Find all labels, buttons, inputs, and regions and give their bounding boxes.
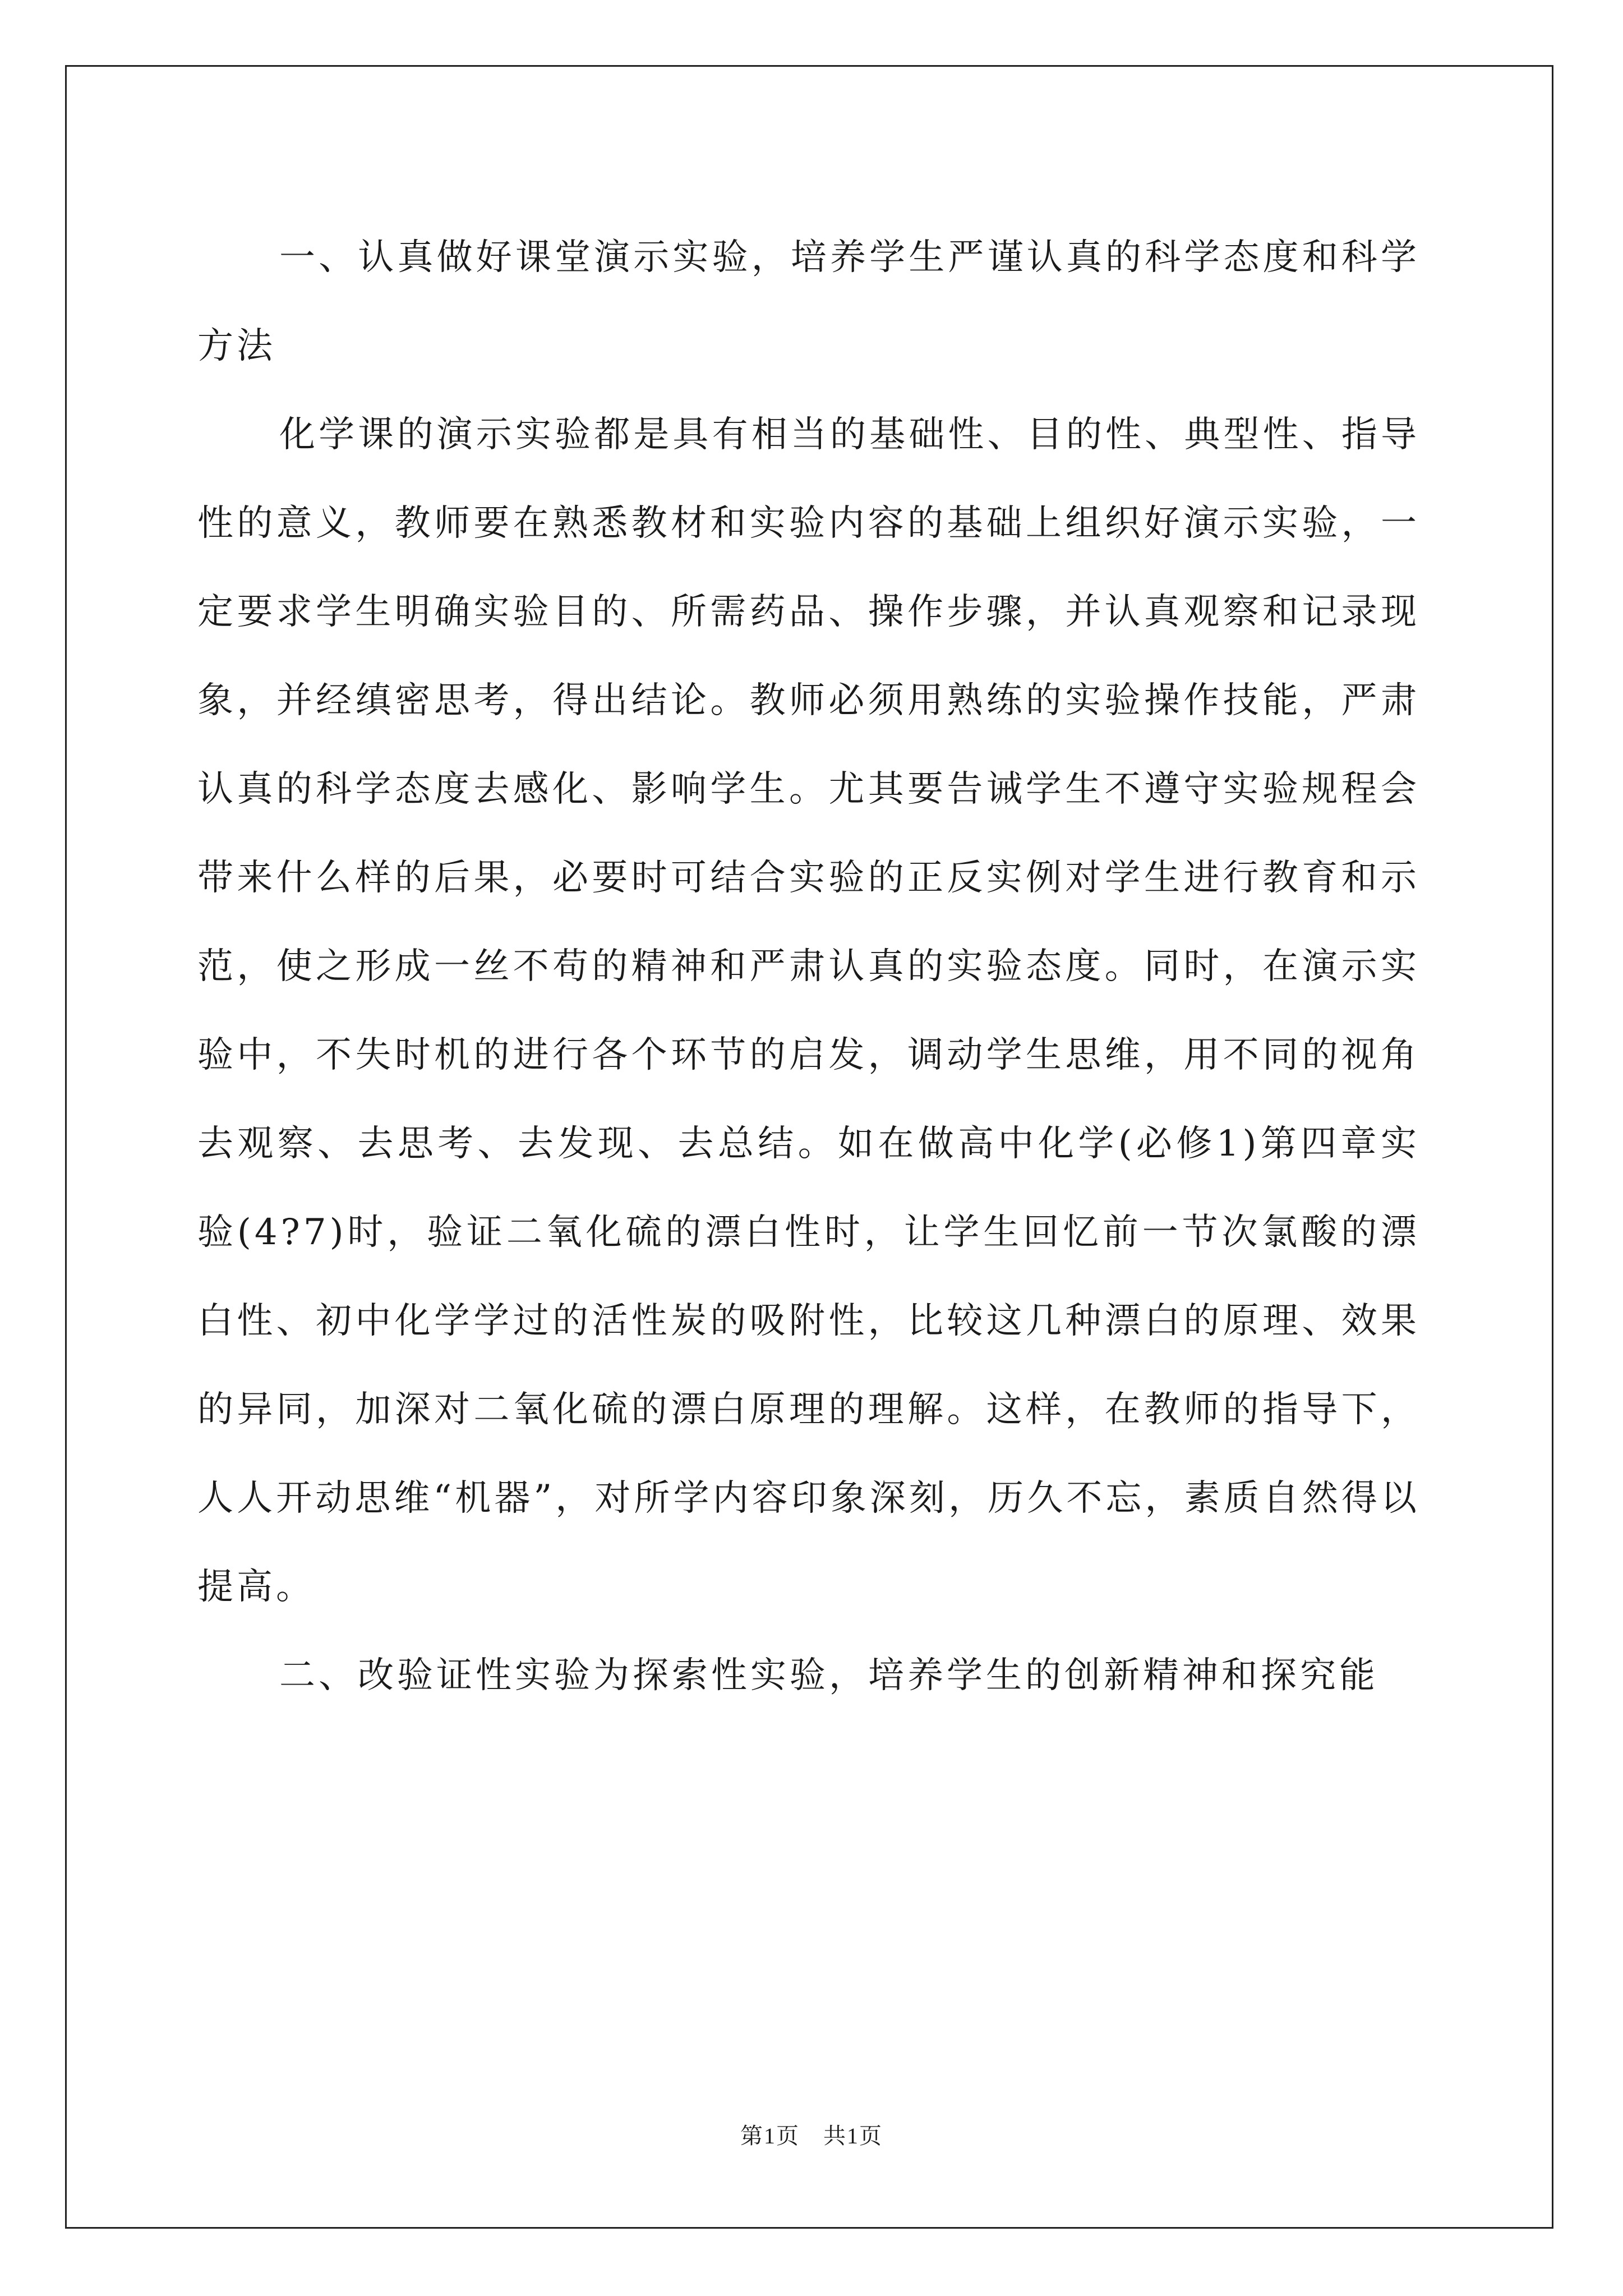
paragraph-body: 化学课的演示实验都是具有相当的基础性、目的性、典型性、指导性的意义，教师要在熟悉教材和实验内容的基础上组织好演示实验，一定要求学生明确实验目的、所需药品、操作步骤，并认真观察和记录现象，并经缜密思考，得出结论。教师必须用熟练的实验操作技能，严肃认真的科学态度去感化、影响学生。尤其要告诫学生不遵守实验规程会带来什么样的后果，必要时可结合实验的正反实例对学生进行教育和示范，使之形成一丝不苟的精神和严肃认真的实验态度。同时，在演示实验中，不失时机的进行各个环节的启发，调动学生思维，用不同的视角去观察、去思考、去发现、去总结。如在做高中化学(必修1)第四章实验(4?7)时，验证二氧化硫的漂白性时，让学生回忆前一节次氯酸的漂白性、初中化学学过的活性炭的吸附性，比较这几种漂白的原理、效果的异同，加深对二氧化硫的漂白原理的理解。这样，在教师的指导下，人人开动思维“机器”，对所学内容印象深刻，历久不忘，素质自然得以提高。 bbox=[197, 414, 1420, 1608]
document-body bbox=[197, 213, 1420, 1720]
paragraph-heading-two: 二、改验证性实验为探索性实验，培养学生的创新精神和探究能 bbox=[279, 1655, 1378, 1696]
paragraph-heading-one: 一、认真做好课堂演示实验，培养学生严谨认真的科学态度和科学方法 bbox=[197, 237, 1420, 367]
page-footer: 第1页 共1页 bbox=[740, 2123, 883, 2148]
